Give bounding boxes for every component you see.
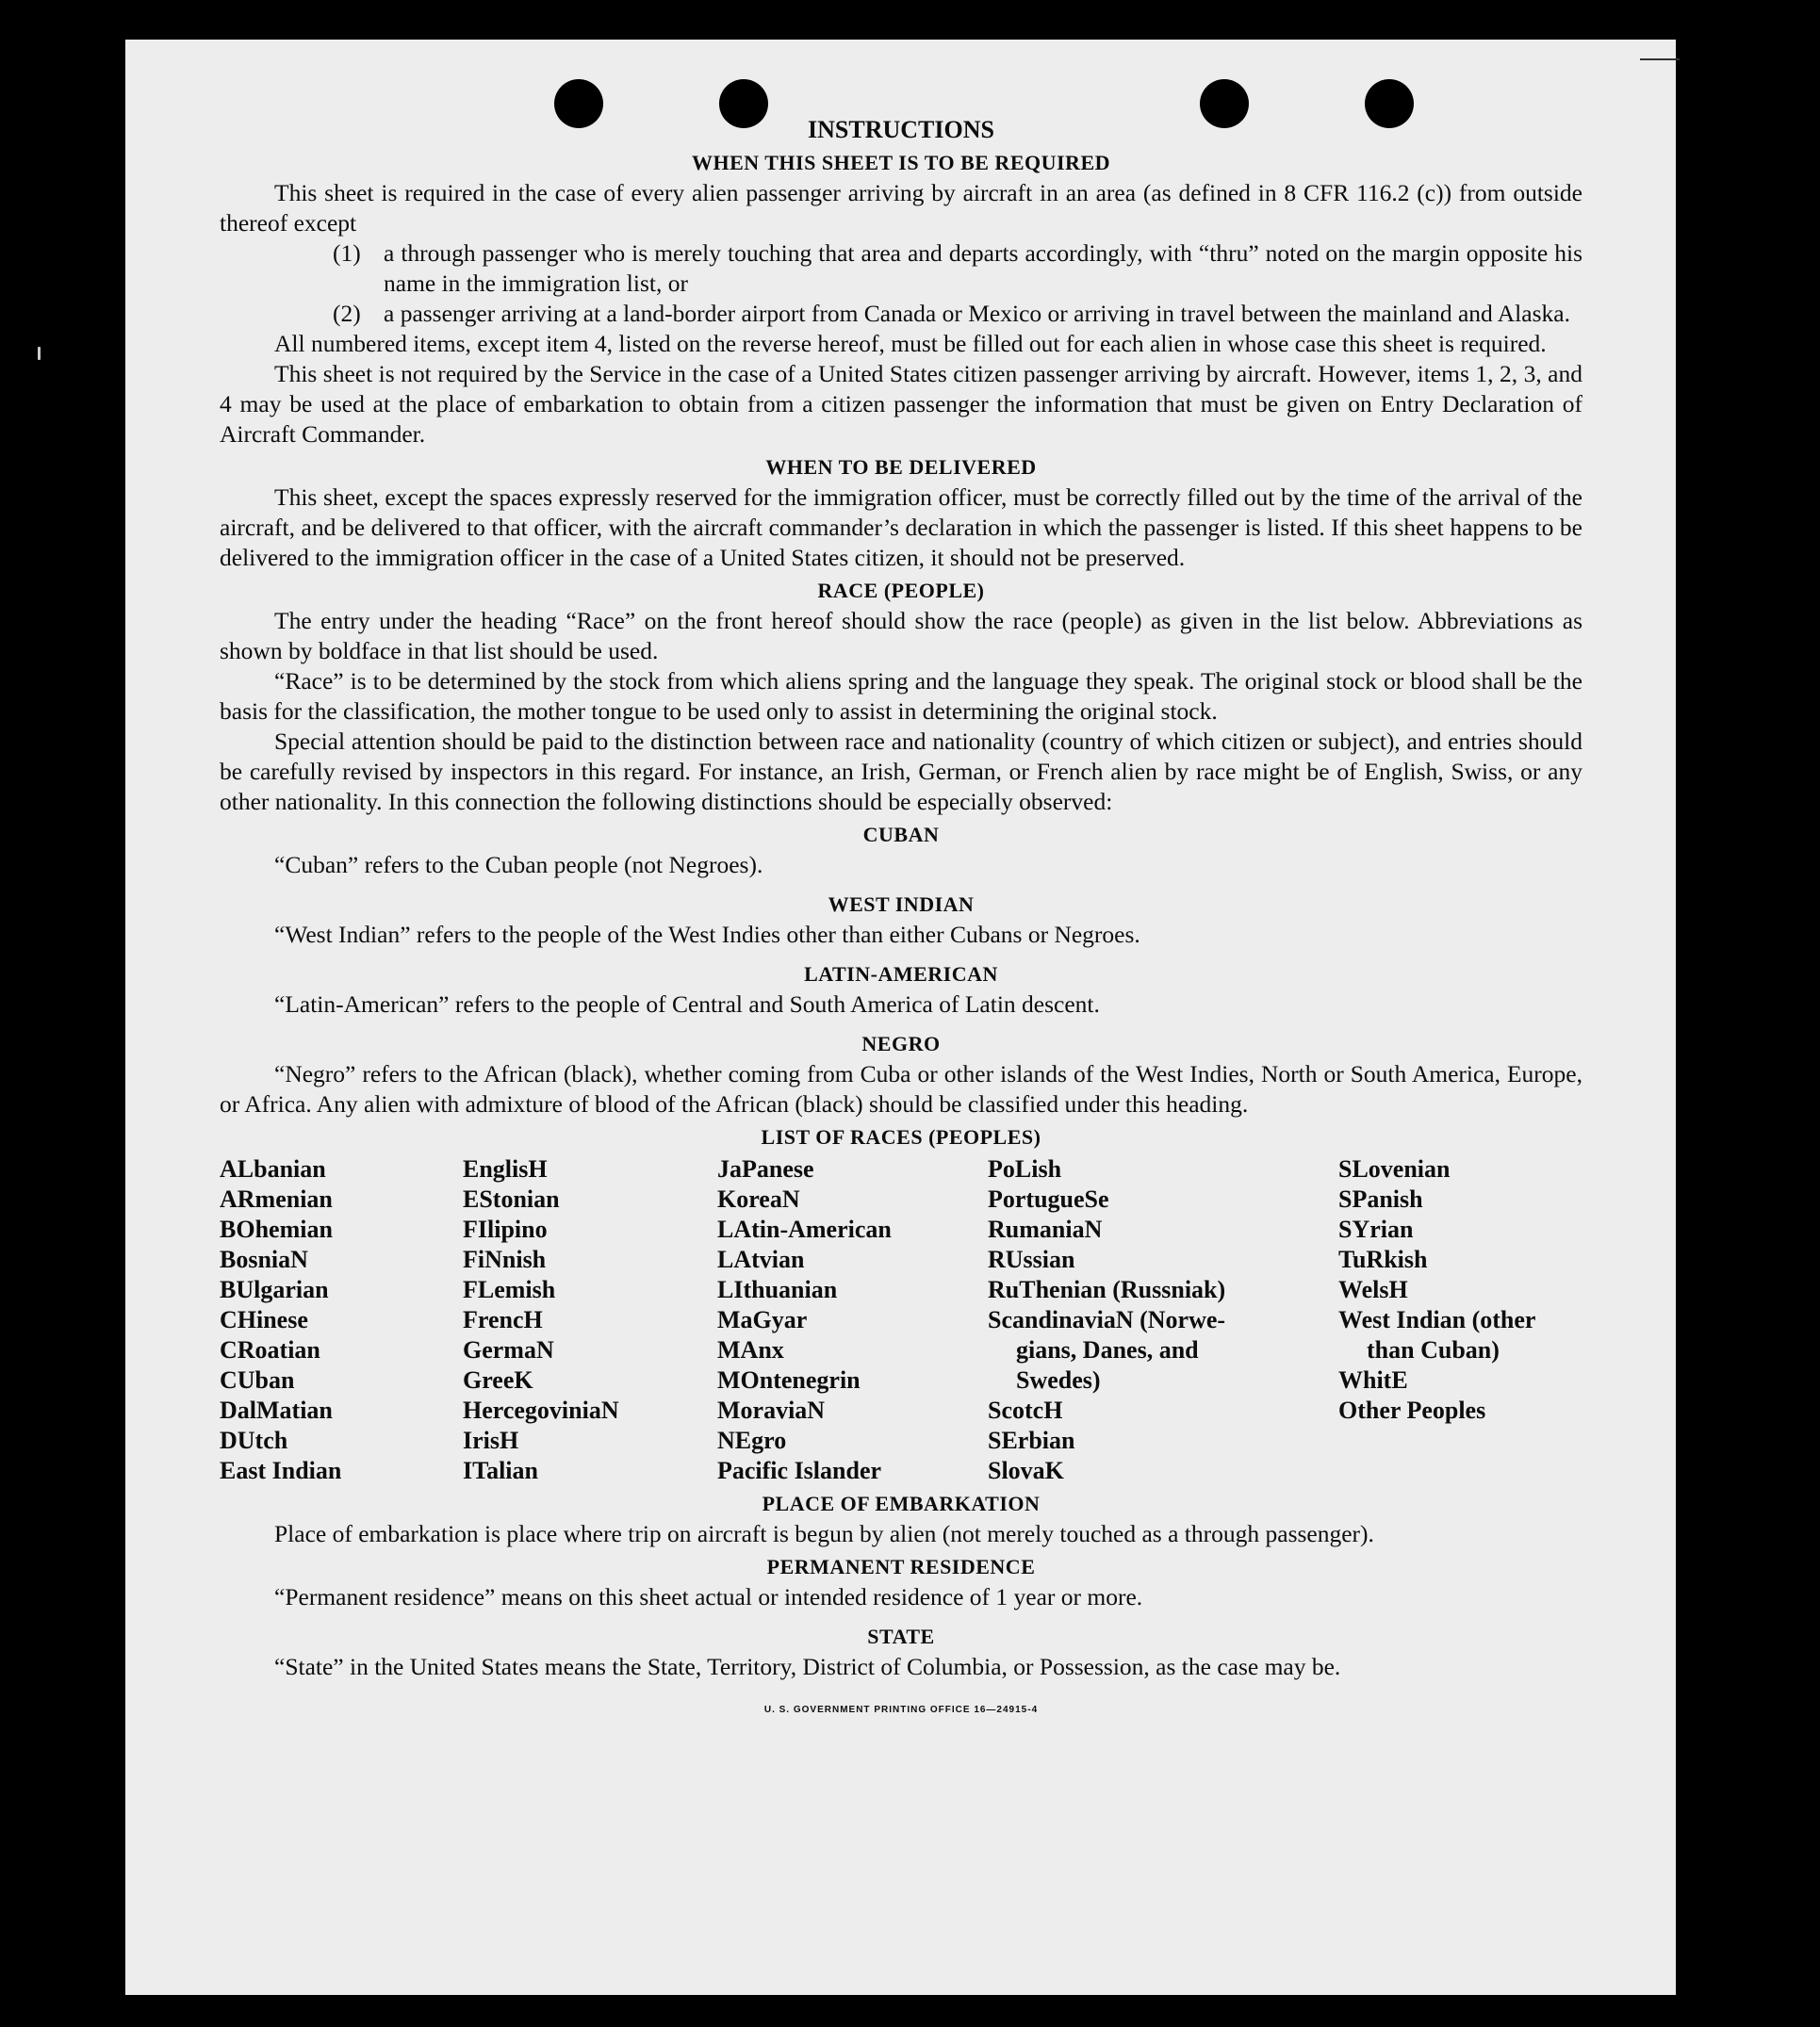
race-entry: Other Peoples [1338, 1397, 1486, 1424]
race-entry: BosniaN [220, 1246, 308, 1273]
race-entry: GermaN [463, 1336, 554, 1364]
heading-list-of-races: LIST OF RACES (PEOPLES) [761, 1125, 1041, 1149]
race-entry: ScandinaviaN (Norwe- [988, 1306, 1226, 1333]
races-column [220, 1154, 463, 1486]
race-entry: WhitE [1338, 1366, 1408, 1394]
instruction-sheet [125, 40, 1676, 1995]
race-entry: gians, Danes, and [1016, 1336, 1199, 1364]
race-entry: FrencH [463, 1306, 543, 1333]
race-entry: FLemish [463, 1276, 556, 1303]
race-entry: JaPanese [717, 1155, 814, 1183]
race-entry: LAtvian [717, 1246, 805, 1273]
paragraph: Special attention should be paid to the distinction between race and nationality (country of which citizen or subject), and entries should be carefully revised by inspectors in this regard. For instance, an Irish, German, or French alien by race might be of English, Swiss, or any other nationality. In this connection the following distinctions should be especially observed: [220, 727, 1582, 815]
race-entry: Swedes) [1016, 1366, 1101, 1394]
race-entry: LIthuanian [717, 1276, 838, 1303]
race-entry: RuThenian (Russniak) [988, 1276, 1226, 1303]
race-entry: BUlgarian [220, 1276, 329, 1303]
race-entry: East Indian [220, 1457, 342, 1484]
paragraph: “Cuban” refers to the Cuban people (not Negroes). [274, 851, 763, 878]
race-entry: FIlipino [463, 1216, 548, 1243]
race-entry: SYrian [1338, 1216, 1414, 1243]
heading-when-delivered: WHEN TO BE DELIVERED [765, 455, 1037, 479]
race-entry: MOntenegrin [717, 1366, 861, 1394]
item-text: a passenger arriving at a land-border airport from Canada or Mexico or arriving in travel between the mainland and Alaska. [384, 300, 1570, 327]
races-column [988, 1154, 1338, 1486]
race-entry: West Indian (other [1338, 1306, 1536, 1333]
list-item [220, 238, 1582, 299]
speck [38, 347, 41, 360]
heading-permanent-residence: PERMANENT RESIDENCE [766, 1555, 1036, 1578]
heading-cuban: CUBAN [862, 823, 940, 846]
races-column [717, 1154, 988, 1486]
race-entry: SPanish [1338, 1185, 1423, 1213]
races-column [463, 1154, 717, 1486]
race-entry: SlovaK [988, 1457, 1064, 1484]
race-entry: CHinese [220, 1306, 308, 1333]
page-title: INSTRUCTIONS [808, 116, 994, 143]
race-entry: BOhemian [220, 1216, 333, 1243]
race-entry: TuRkish [1338, 1246, 1428, 1273]
heading-embarkation: PLACE OF EMBARKATION [762, 1492, 1041, 1515]
heading-state: STATE [867, 1625, 935, 1648]
heading-negro: NEGRO [861, 1032, 941, 1055]
race-entry: RUssian [988, 1246, 1075, 1273]
race-entry: MoraviaN [717, 1397, 826, 1424]
race-entry: NEgro [717, 1427, 787, 1454]
race-entry: EnglisH [463, 1155, 548, 1183]
paragraph: The entry under the heading “Race” on the front hereof should show the race (people) as given in the list below. Abbreviations as shown by boldface in that list should be used. [220, 607, 1582, 664]
heading-latin-american: LATIN-AMERICAN [804, 962, 998, 986]
paragraph: “West Indian” refers to the people of the West Indies other than either Cubans or Negroes. [274, 921, 1140, 948]
race-entry: WelsH [1338, 1276, 1408, 1303]
item-number: (2) [333, 300, 361, 327]
edge-mark [1640, 58, 1680, 60]
race-entry: ScotcH [988, 1397, 1063, 1424]
race-entry: CRoatian [220, 1336, 320, 1364]
race-entry: DalMatian [220, 1397, 333, 1424]
race-entry: ALbanian [220, 1155, 326, 1183]
race-entry: ITalian [463, 1457, 538, 1484]
paragraph: This sheet is required in the case of every alien passenger arriving by aircraft in an area (as defined in 8 CFR 116.2 (c)) from outside thereof except [220, 179, 1582, 237]
race-entry: MAnx [717, 1336, 784, 1364]
paragraph: “Permanent residence” means on this sheet actual or intended residence of 1 year or more. [274, 1583, 1143, 1610]
races-list [220, 1154, 1582, 1486]
race-entry: DUtch [220, 1427, 288, 1454]
heading-when-required: WHEN THIS SHEET IS TO BE REQUIRED [691, 151, 1111, 174]
paragraph: “Race” is to be determined by the stock from which aliens spring and the language they speak. The original stock or blood shall be the basis for the classification, the mother tongue to be used only to assist in determining the original stock. [220, 667, 1582, 725]
race-entry: SErbian [988, 1427, 1075, 1454]
item-text: a through passenger who is merely touching that area and departs accordingly, with “thru” noted on the margin opposite his name in the immigration list, or [384, 239, 1582, 297]
list-item [220, 299, 1582, 329]
printer-imprint: U. S. GOVERNMENT PRINTING OFFICE 16—24915-4 [763, 1705, 1039, 1715]
document-body [220, 115, 1582, 1725]
item-number: (1) [333, 239, 361, 267]
race-entry: CUban [220, 1366, 295, 1394]
paragraph: “State” in the United States means the State, Territory, District of Columbia, or Possession, as the case may be. [274, 1653, 1341, 1680]
race-entry: EStonian [463, 1185, 560, 1213]
race-entry: MaGyar [717, 1306, 808, 1333]
paragraph: “Negro” refers to the African (black), whether coming from Cuba or other islands of the West Indies, North or South America, Europe, or Africa. Any alien with admixture of blood of the African (black) should be classified under this heading. [220, 1060, 1582, 1118]
paragraph: This sheet, except the spaces expressly reserved for the immigration officer, must be correctly filled out by the time of the arrival of the aircraft, and be delivered to that officer, with the aircraft commander’s declaration in which the passenger is listed. If this sheet happens to be delivered to the immigration officer in the case of a United States citizen, it should not be preserved. [220, 483, 1582, 571]
races-column [1338, 1154, 1582, 1486]
heading-west-indian: WEST INDIAN [828, 892, 975, 916]
race-entry: PortugueSe [988, 1185, 1109, 1213]
paragraph: Place of embarkation is place where trip on aircraft is begun by alien (not merely touched as a through passenger). [274, 1520, 1374, 1547]
race-entry: Pacific Islander [717, 1457, 882, 1484]
race-entry: than Cuban) [1367, 1336, 1500, 1364]
race-entry: SLovenian [1338, 1155, 1451, 1183]
race-entry: HercegoviniaN [463, 1397, 619, 1424]
race-entry: PoLish [988, 1155, 1062, 1183]
race-entry: ARmenian [220, 1185, 333, 1213]
race-entry: IrisH [463, 1427, 519, 1454]
race-entry: FiNnish [463, 1246, 547, 1273]
paragraph: All numbered items, except item 4, listed on the reverse hereof, must be filled out for each alien in whose case this sheet is required. [274, 330, 1547, 357]
paragraph: This sheet is not required by the Service in the case of a United States citizen passenger arriving by aircraft. However, items 1, 2, 3, and 4 may be used at the place of embarkation to obtain from a citizen passenger the information that must be given on Entry Declaration of Aircraft Commander. [220, 360, 1582, 448]
heading-race: RACE (PEOPLE) [817, 579, 985, 602]
race-entry: KoreaN [717, 1185, 800, 1213]
race-entry: RumaniaN [988, 1216, 1103, 1243]
race-entry: LAtin-American [717, 1216, 892, 1243]
race-entry: GreeK [463, 1366, 533, 1394]
paragraph: “Latin-American” refers to the people of Central and South America of Latin descent. [274, 990, 1100, 1018]
